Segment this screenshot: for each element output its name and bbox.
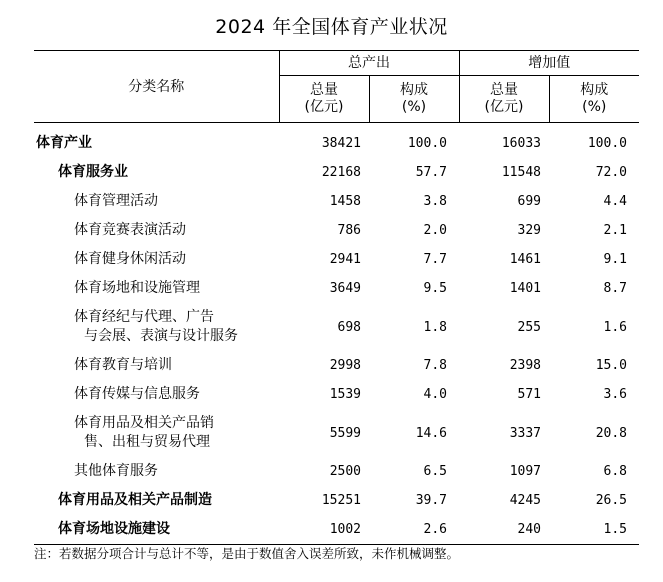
row-value-added-share: 26.5: [595, 493, 627, 508]
row-output-share: 9.5: [423, 281, 447, 296]
row-name: 体育服务业: [58, 164, 128, 180]
table-row: [34, 123, 639, 159]
row-value-added-share: 100.0: [587, 136, 627, 151]
row-name: 体育场地设施建设: [34, 515, 279, 545]
row-value-added: 11548: [501, 165, 541, 180]
row-value-added-share: 15.0: [595, 358, 627, 373]
row-value-added: 571: [517, 387, 541, 402]
table-row: [34, 515, 639, 545]
header-share-line2: (%): [401, 99, 427, 115]
footnote: 注：若数据分项合计与总计不等，是由于数值舍入误差所致，未作机械调整。: [34, 546, 460, 561]
row-value-added: 1401: [509, 281, 541, 296]
row-output-share: 2.0: [423, 223, 447, 238]
row-name: [34, 409, 279, 457]
row-value-added-share: 8.7: [603, 281, 627, 296]
header-amount-line2: (亿元): [304, 99, 344, 115]
row-value-added-share: 2.1: [603, 223, 627, 238]
row-name: 体育传媒与信息服务: [74, 386, 200, 402]
row-output: 3649: [329, 281, 361, 296]
header-share-line2: (%): [582, 99, 607, 115]
row-output-share: 6.5: [423, 464, 447, 479]
row-value-added-share: 9.1: [603, 252, 627, 267]
row-output: 15251: [321, 493, 361, 508]
table-row: [34, 245, 639, 274]
header-share-line1: 构成: [400, 82, 428, 98]
sports-industry-table: [34, 50, 639, 545]
row-name: 体育用品及相关产品制造: [58, 492, 212, 508]
row-value-added: 329: [517, 223, 541, 238]
row-name-line2: 与会展、表演与设计服务: [84, 328, 238, 344]
row-name-line1: 体育经纪与代理、广告: [74, 309, 214, 325]
row-value-added: 255: [517, 319, 541, 335]
row-output-share: 57.7: [415, 165, 447, 180]
header-category: 分类名称: [34, 51, 279, 123]
row-value-added: 1097: [509, 464, 541, 479]
row-value-added: 1461: [509, 252, 541, 267]
row-output-share: 7.7: [423, 252, 447, 267]
row-value-added-share: 72.0: [595, 165, 627, 180]
table-row: [34, 380, 639, 409]
row-value-added: 4245: [509, 493, 541, 508]
row-output: 1458: [329, 194, 361, 209]
row-name: 体育竞赛表演活动: [74, 222, 186, 238]
row-output-share: 4.0: [423, 387, 447, 402]
row-name: 体育健身休闲活动: [74, 251, 186, 267]
header-output-share: [369, 76, 459, 123]
table-row: [34, 409, 639, 457]
row-value-added: 3337: [509, 425, 541, 441]
row-output-share: 7.8: [423, 358, 447, 373]
row-output: 2500: [329, 464, 361, 479]
row-name: 体育场地和设施管理: [74, 280, 200, 296]
header-output-amount: [279, 76, 369, 123]
header-va-share: [549, 76, 639, 123]
row-output: 2998: [329, 358, 361, 373]
table-row: [34, 274, 639, 303]
row-output-share: 100.0: [407, 136, 447, 151]
row-name: 体育产业: [36, 135, 92, 151]
row-value-added-share: 1.6: [603, 319, 627, 335]
row-output: 2941: [329, 252, 361, 267]
header-total-output: 总产出: [279, 51, 459, 76]
row-value-added-share: 4.4: [603, 194, 627, 209]
row-output: 38421: [321, 136, 361, 151]
header-amount-line2: (亿元): [484, 99, 524, 115]
row-name: [34, 303, 279, 351]
row-name-line1: 体育用品及相关产品销: [74, 415, 214, 431]
row-output-share: 39.7: [415, 493, 447, 508]
row-name: 其他体育服务: [74, 463, 158, 479]
row-name: 体育教育与培训: [74, 357, 172, 373]
row-value-added-share: 6.8: [603, 464, 627, 479]
row-output-share: 1.8: [423, 319, 447, 335]
header-va-amount: [459, 76, 549, 123]
table-row: [34, 486, 639, 515]
row-output: 5599: [329, 425, 361, 441]
row-name-line2: 售、出租与贸易代理: [84, 434, 210, 450]
row-name: 体育管理活动: [74, 193, 158, 209]
table-row: [34, 158, 639, 187]
row-output: 786: [337, 223, 361, 238]
row-output: 698: [337, 319, 361, 335]
table-row: [34, 457, 639, 486]
row-output-share: 3.8: [423, 194, 447, 209]
row-output-share: 2.6: [369, 515, 459, 545]
header-share-line1: 构成: [580, 82, 609, 98]
table-row: [34, 187, 639, 216]
row-value-added-share: 20.8: [595, 425, 627, 441]
row-value-added-share: 3.6: [603, 387, 627, 402]
row-output: 1002: [279, 515, 369, 545]
row-output: 22168: [321, 165, 361, 180]
row-value-added: 699: [517, 194, 541, 209]
table-row: [34, 303, 639, 351]
row-value-added: 2398: [509, 358, 541, 373]
header-amount-line1: 总量: [310, 82, 338, 98]
table-title: 2024 年全国体育产业状况: [215, 16, 448, 38]
row-value-added: 16033: [501, 136, 541, 151]
row-output-share: 14.6: [415, 425, 447, 441]
row-output: 1539: [329, 387, 361, 402]
row-value-added-share: 1.5: [549, 515, 639, 545]
table-row: [34, 216, 639, 245]
header-amount-line1: 总量: [490, 82, 518, 98]
row-value-added: 240: [459, 515, 549, 545]
table-row: [34, 351, 639, 380]
header-value-added: 增加值: [459, 51, 639, 76]
